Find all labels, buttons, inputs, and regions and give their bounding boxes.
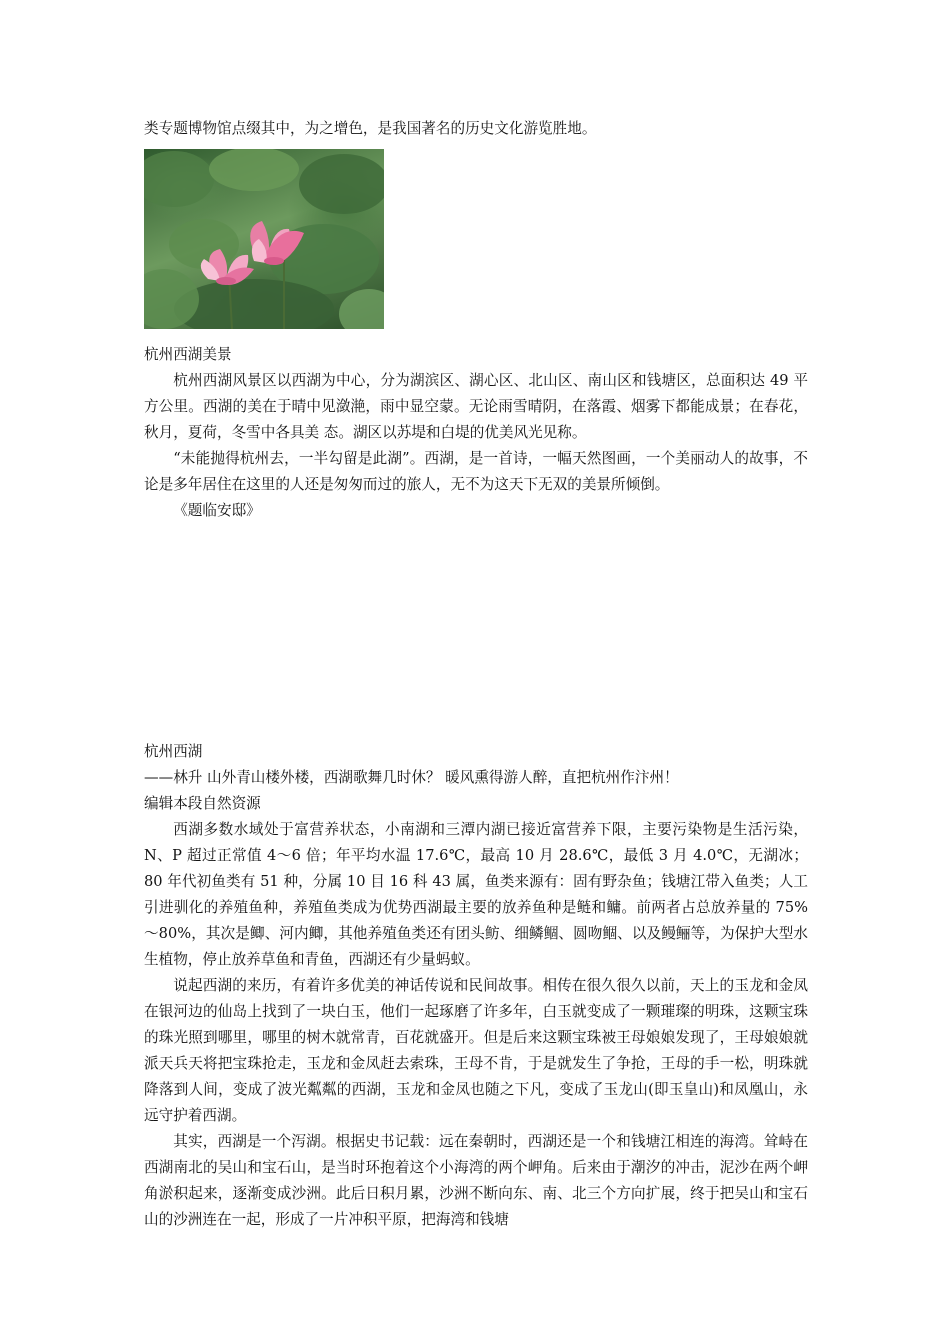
paragraph: “未能抛得杭州去，一半勾留是此湖”。西湖，是一首诗，一幅天然图画，一个美丽动人的故事，不论是多年居住在这里的人还是匆匆而过的旅人，无不为这天下无双的美景所倾倒。 [144,450,808,493]
intro-line: 类专题博物馆点缀其中，为之增色，是我国著名的历史文化游览胜地。 [144,120,597,137]
poem-title: 《题临安邸》 [173,502,261,519]
poem-line: ——林升 山外青山楼外楼，西湖歌舞几时休？ 暖风熏得游人醉，直把杭州作汴州！ [144,769,679,786]
section-west-lake-scenery [144,342,808,524]
edit-section-heading: 编辑本段自然资源 [144,795,261,812]
paragraph: 西湖多数水域处于富营养状态，小南湖和三潭内湖已接近富营养下限，主要污染物是生活污染，N、P 超过正常值 4～6 倍；年平均水温 17.6℃，最高 10 月 28.6℃，最低 3 月 4.0℃，无湖冰；80 年代初鱼类有 51 种，分属 10 目 16 科 43 属，鱼类来源有：固有野杂鱼；钱塘江带入鱼类；人工引进驯化的养殖鱼种，养殖鱼类成为优势西湖最主要的放养鱼种是鲢和鳙。前两者占总放养量的 75%～80%，其次是鲫、河内鲫，其他养殖鱼类还有团头鲂、细鳞鲴、圆吻鲴、以及鳗鲡等，为保护大型水生植物，停止放养草鱼和青鱼，西湖还有少量蚂蚁。 [144,821,808,968]
lotus-photo [144,149,384,329]
lotus-illustration [144,149,384,329]
paragraph: 说起西湖的来历，有着许多优美的神话传说和民间故事。相传在很久很久以前，天上的玉龙和金凤在银河边的仙岛上找到了一块白玉，他们一起琢磨了许多年，白玉就变成了一颗璀璨的明珠，这颗宝珠的珠光照到哪里，哪里的树木就常青，百花就盛开。但是后来这颗宝珠被王母娘娘发现了，王母娘娘就派天兵天将把宝珠抢走，玉龙和金凤赶去索珠，王母不肯，于是就发生了争抢，王母的手一松，明珠就降落到人间，变成了波光粼粼的西湖，玉龙和金凤也随之下凡，变成了玉龙山(即玉皇山)和凤凰山，永远守护着西湖。 [144,977,808,1124]
section-west-lake [144,739,808,1233]
section-title: 杭州西湖 [144,743,203,760]
paragraph: 其实，西湖是一个泻湖。根据史书记载：远在秦朝时，西湖还是一个和钱塘江相连的海湾。耸峙在西湖南北的吴山和宝石山，是当时环抱着这个小海湾的两个岬角。后来由于潮汐的冲击，泥沙在两个岬角淤积起来，逐渐变成沙洲。此后日积月累，沙洲不断向东、南、北三个方向扩展，终于把吴山和宝石山的沙洲连在一起，形成了一片冲积平原，把海湾和钱塘 [144,1133,808,1228]
paragraph: 杭州西湖风景区以西湖为中心，分为湖滨区、湖心区、北山区、南山区和钱塘区，总面积达 49 平方公里。西湖的美在于晴中见潋滟，雨中显空蒙。无论雨雪晴阴，在落霞、烟雾下都能成景；在春花，秋月，夏荷，冬雪中各具美 态。湖区以苏堤和白堤的优美风光见称。 [144,372,808,441]
section-title: 杭州西湖美景 [144,346,232,363]
